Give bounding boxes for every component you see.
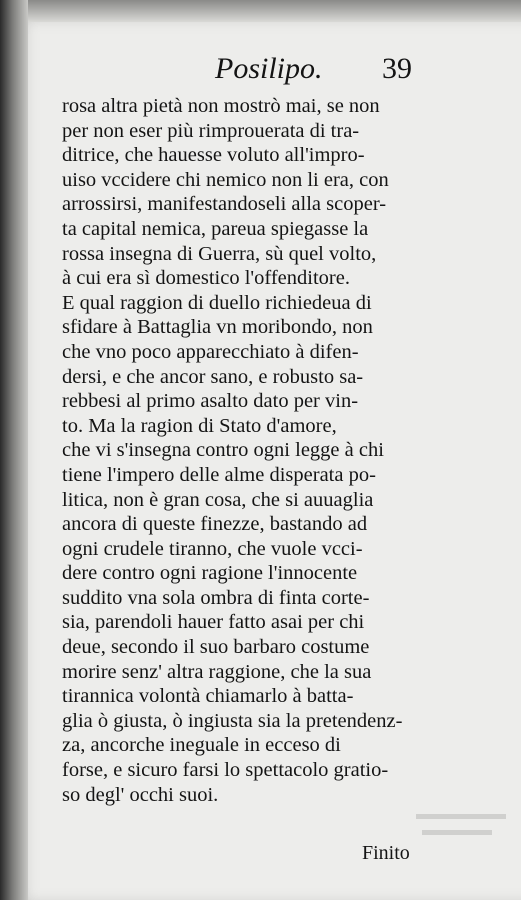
page-number: 39 bbox=[382, 52, 412, 85]
text-line: deue, secondo il suo barbaro costume bbox=[62, 636, 370, 659]
text-line: rosa altra pietà non mostrò mai, se non bbox=[62, 95, 380, 117]
text-line: sia, parendoli hauer fatto asai per chi bbox=[62, 611, 365, 634]
text-line: glia ò giusta, ò ingiusta sia la pretendenz- bbox=[62, 709, 403, 732]
text-line: arrossirsi, manifestandoseli alla scoper- bbox=[62, 193, 387, 216]
text-line: uiso vccidere chi nemico non li era, con bbox=[62, 168, 389, 191]
body-text bbox=[62, 94, 472, 807]
text-line: ditrice, che hauesse voluto all'impro- bbox=[62, 144, 365, 167]
text-line: so degl' occhi suoi. bbox=[62, 783, 219, 806]
text-line: rebbesi al primo asalto dato per vin- bbox=[62, 390, 359, 413]
show-through-smudge bbox=[412, 808, 512, 848]
page-top-edge bbox=[0, 0, 521, 22]
text-line: litica, non è gran cosa, che si auuaglia bbox=[62, 488, 374, 511]
text-line: tiene l'impero delle alme disperata po- bbox=[62, 463, 376, 486]
running-title: Posilipo. bbox=[215, 52, 323, 85]
page-header bbox=[60, 52, 480, 92]
text-line: ogni crudele tiranno, che vuole vcci- bbox=[62, 537, 363, 560]
text-line: ta capital nemica, pareua spiegasse la bbox=[62, 217, 369, 240]
text-line: E qual raggion di duello richiedeua di bbox=[62, 291, 372, 314]
text-line: suddito vna sola ombra di finta corte- bbox=[62, 586, 370, 609]
text-line: dersi, e che ancor sano, e robusto sa- bbox=[62, 365, 364, 388]
book-gutter bbox=[0, 0, 28, 900]
text-line: forse, e sicuro farsi lo spettacolo gratio- bbox=[62, 759, 389, 782]
text-line: dere contro ogni ragione l'innocente bbox=[62, 562, 358, 585]
text-line: per non eser più rimprouerata di tra- bbox=[62, 119, 360, 142]
text-line: morire senz' altra raggione, che la sua bbox=[62, 660, 372, 683]
text-line: à cui era sì domestico l'offenditore. bbox=[62, 267, 350, 290]
finis-word: Finito bbox=[362, 842, 410, 864]
text-line: sfidare à Battaglia vn moribondo, non bbox=[62, 316, 373, 339]
text-line: to. Ma la ragion di Stato d'amore, bbox=[62, 414, 337, 437]
text-line: ancora di queste finezze, bastando ad bbox=[62, 513, 368, 536]
text-line: che vi s'insegna contro ogni legge à chi bbox=[62, 439, 384, 462]
text-line: tirannica volontà chiamarlo à batta- bbox=[62, 685, 354, 708]
text-line: za, ancorche ineguale in ecceso di bbox=[62, 734, 341, 757]
text-line: che vno poco apparecchiato à difen- bbox=[62, 340, 359, 363]
text-line: rossa insegna di Guerra, sù quel volto, bbox=[62, 242, 377, 265]
